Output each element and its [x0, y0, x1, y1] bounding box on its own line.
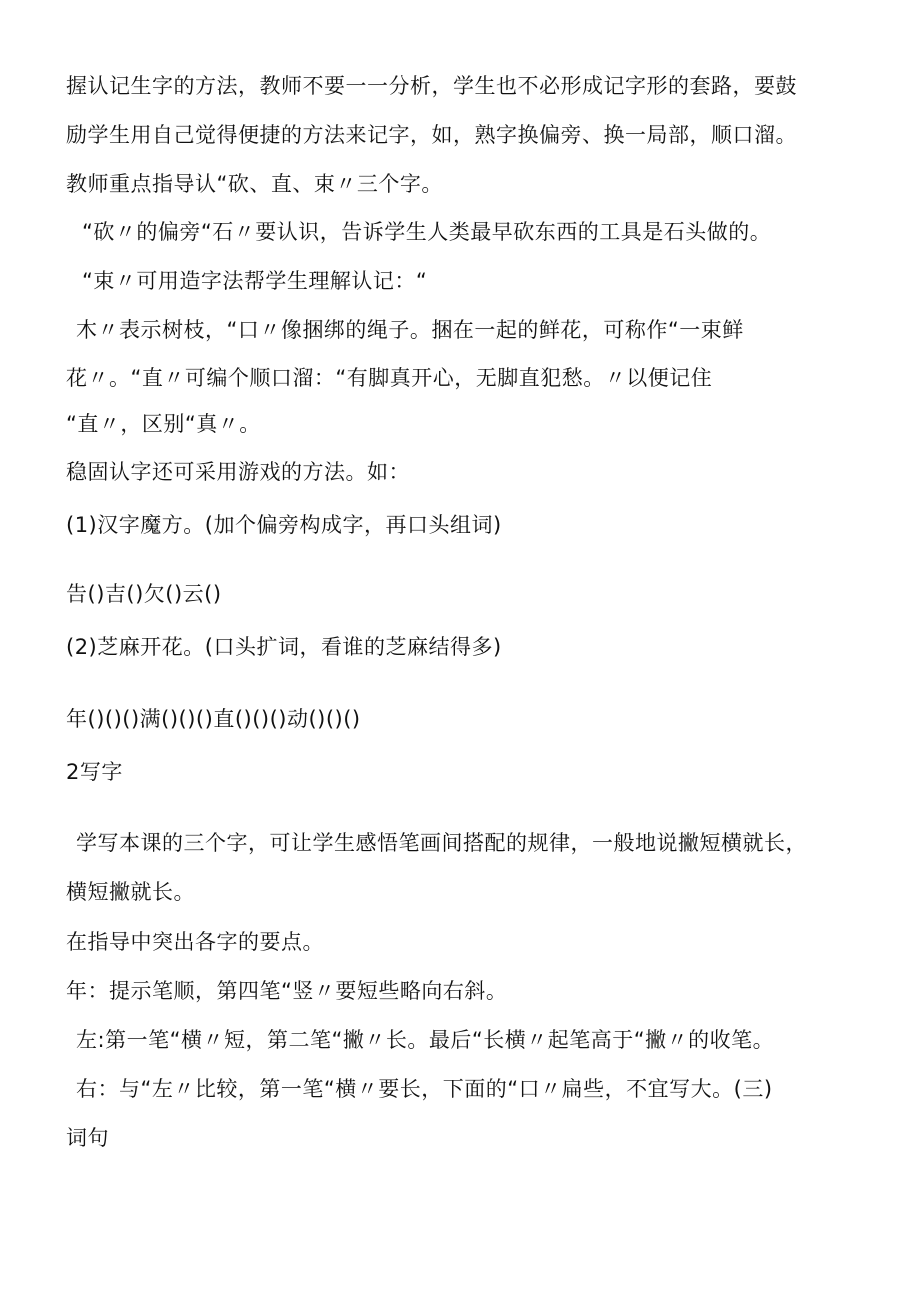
text-line: 励学生用自己觉得便捷的方法来记字，如，熟字换偏旁、换一局部，顺口溜。: [66, 123, 797, 147]
text-line: 花〃。“直〃可编个顺口溜：“有脚真开心，无脚直犯愁。〃以便记住: [66, 366, 713, 390]
section-heading: 2写字: [66, 760, 123, 784]
text-line: “砍〃的偏旁“石〃要认识，告诉学生人类最早砍东西的工具是石头做的。: [82, 220, 772, 244]
text-line: 年：提示笔顺，第四笔“竖〃要短些略向右斜。: [66, 979, 508, 1003]
text-line: 学写本课的三个字，可让学生感悟笔画间搭配的规律，一般地说撇短横就长，: [76, 831, 807, 855]
text-line: 教师重点指导认“砍、直、束〃三个字。: [66, 172, 443, 196]
text-line: 木〃表示树枝，“口〃像捆绑的绳子。捆在一起的鲜花，可称作“一束鲜: [76, 318, 744, 342]
text-line: 词句: [66, 1126, 109, 1150]
exercise-line-1: 告()吉()欠()云(): [66, 582, 222, 606]
list-item-2: (2)芝麻开花。(口头扩词，看谁的芝麻结得多): [66, 635, 502, 659]
text-line: 握认记生字的方法，教师不要一一分析，学生也不必形成记字形的套路，要鼓: [66, 74, 797, 98]
text-line: 左:第一笔“横〃短，第二笔“撇〃长。最后“长横〃起笔高于“撇〃的收笔。: [76, 1028, 775, 1052]
text-line: “束〃可用造字法帮学生理解认记：“: [82, 269, 428, 293]
text-line: 在指导中突出各字的要点。: [66, 930, 324, 954]
text-line: 横短撇就长。: [66, 880, 195, 904]
list-item-1: (1)汉字魔方。(加个偏旁构成字，再口头组词): [66, 513, 502, 537]
exercise-line-2: 年()()()满()()()直()()()动()()(): [66, 707, 361, 731]
text-line: 稳固认字还可采用游戏的方法。如：: [66, 460, 410, 484]
text-line: “直〃，区别“真〃。: [66, 412, 261, 436]
text-line: 右：与“左〃比较，第一笔“横〃要长，下面的“口〃扁些，不宜写大。(三): [76, 1077, 773, 1101]
